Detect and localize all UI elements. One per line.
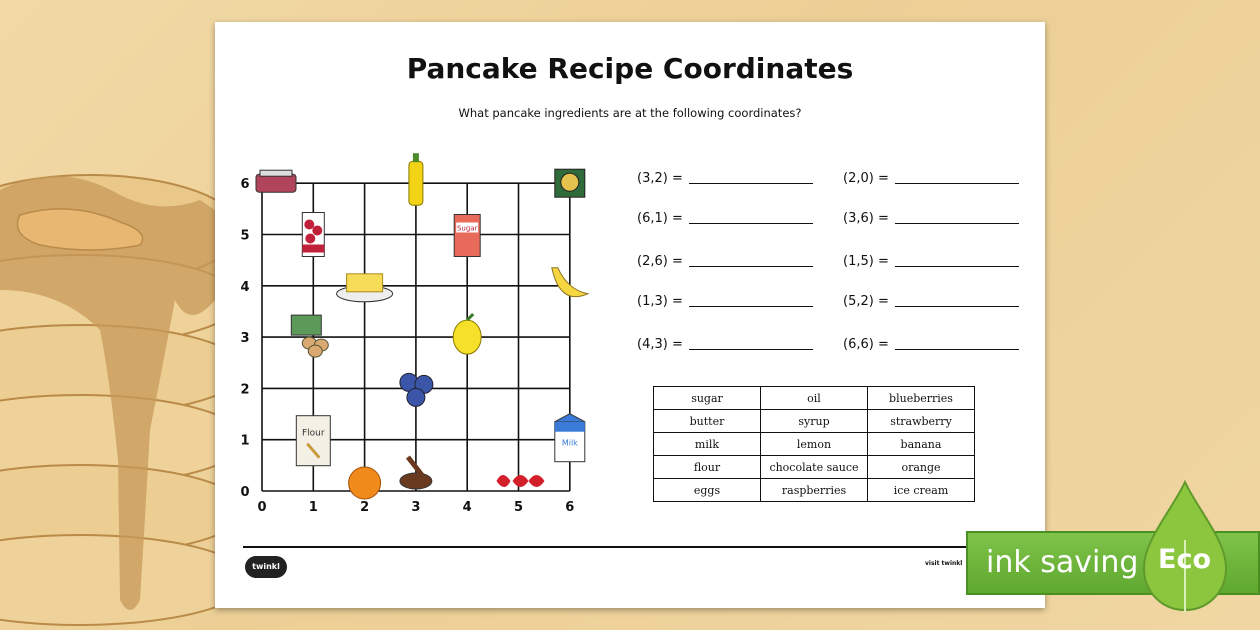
answer-line[interactable] <box>895 183 1019 184</box>
question-row <box>637 171 813 186</box>
svg-text:Sugar: Sugar <box>456 224 478 233</box>
page-subtitle: What pancake ingredients are at the following coordinates? <box>458 106 802 120</box>
svg-text:Milk: Milk <box>561 438 578 448</box>
word-cell: oil <box>761 387 868 410</box>
word-cell: raspberries <box>761 479 868 502</box>
word-cell: syrup <box>761 410 868 433</box>
word-bank-table <box>653 386 975 502</box>
ice-cream-tub-icon <box>256 170 296 192</box>
flour-bag-icon <box>296 416 330 466</box>
answer-line[interactable] <box>689 349 813 350</box>
question-coord: (6,6) = <box>843 337 889 352</box>
twinkl-logo: twinkl <box>245 556 287 578</box>
x-tick-label: 4 <box>462 500 472 515</box>
butter-dish-icon <box>337 274 393 302</box>
footer-divider <box>243 546 1017 548</box>
answer-line[interactable] <box>895 349 1019 350</box>
word-cell: butter <box>654 410 761 433</box>
x-tick-label: 2 <box>360 500 370 515</box>
blueberries-icon <box>400 373 433 406</box>
ink-saving-label: ink saving <box>986 545 1139 580</box>
question-coord: (6,1) = <box>637 211 683 226</box>
table-row <box>654 410 975 433</box>
question-row <box>637 254 813 269</box>
question-row <box>637 294 813 309</box>
x-tick-label: 1 <box>308 500 318 515</box>
milk-carton-icon <box>555 414 585 462</box>
x-tick-label: 5 <box>513 500 524 515</box>
question-coord: (2,0) = <box>843 171 889 186</box>
y-tick-label: 5 <box>240 228 250 244</box>
x-tick-label: 3 <box>411 500 421 515</box>
worksheet <box>215 22 1045 608</box>
pancake-stack-illustration <box>0 0 230 630</box>
strawberries-icon <box>497 475 545 487</box>
question-coord: (3,6) = <box>843 211 889 226</box>
orange-icon <box>349 467 381 499</box>
word-cell: ice cream <box>868 479 975 502</box>
oil-bottle-icon <box>409 153 423 205</box>
question-coord: (2,6) = <box>637 254 683 269</box>
answer-line[interactable] <box>689 306 813 307</box>
y-tick-label: 3 <box>240 331 250 347</box>
y-tick-label: 1 <box>240 433 250 449</box>
word-cell: milk <box>654 433 761 456</box>
lemon-icon <box>453 314 481 354</box>
y-tick-label: 4 <box>240 279 250 295</box>
word-cell: orange <box>868 456 975 479</box>
question-row <box>637 211 813 226</box>
question-row <box>843 211 1019 226</box>
answer-line[interactable] <box>689 266 813 267</box>
question-coord: (1,3) = <box>637 294 683 309</box>
word-cell: flour <box>654 456 761 479</box>
y-tick-label: 0 <box>240 485 250 500</box>
question-coord: (4,3) = <box>637 337 683 352</box>
page-title: Pancake Recipe Coordinates <box>406 52 854 85</box>
answer-line[interactable] <box>689 183 813 184</box>
table-row <box>654 456 975 479</box>
table-row <box>654 479 975 502</box>
table-row <box>654 433 975 456</box>
table-row <box>654 387 975 410</box>
word-cell: strawberry <box>868 410 975 433</box>
question-row <box>843 294 1019 309</box>
y-tick-label: 2 <box>240 382 250 398</box>
question-row <box>843 337 1019 352</box>
question-coord: (1,5) = <box>843 254 889 269</box>
question-row <box>637 337 813 352</box>
x-tick-label: 0 <box>257 500 267 515</box>
y-tick-label: 6 <box>240 177 250 193</box>
eco-label: Eco <box>1158 544 1211 575</box>
word-cell: banana <box>868 433 975 456</box>
question-row <box>843 254 1019 269</box>
word-cell: lemon <box>761 433 868 456</box>
question-row <box>843 171 1019 186</box>
svg-text:Flour: Flour <box>302 428 325 439</box>
word-cell: chocolate sauce <box>761 456 868 479</box>
answer-line[interactable] <box>895 266 1019 267</box>
syrup-tin-icon <box>555 169 585 197</box>
question-coord: (3,2) = <box>637 171 683 186</box>
raspberries-punnet-icon <box>302 213 324 257</box>
word-cell: blueberries <box>868 387 975 410</box>
sugar-bag-icon <box>454 215 480 257</box>
x-tick-label: 6 <box>565 500 575 515</box>
answer-line[interactable] <box>895 306 1019 307</box>
word-cell: eggs <box>654 479 761 502</box>
answer-line[interactable] <box>689 223 813 224</box>
word-cell: sugar <box>654 387 761 410</box>
eggs-box-icon <box>291 315 328 357</box>
visit-link[interactable]: visit twinkl <box>925 560 963 567</box>
question-coord: (5,2) = <box>843 294 889 309</box>
answer-line[interactable] <box>895 223 1019 224</box>
